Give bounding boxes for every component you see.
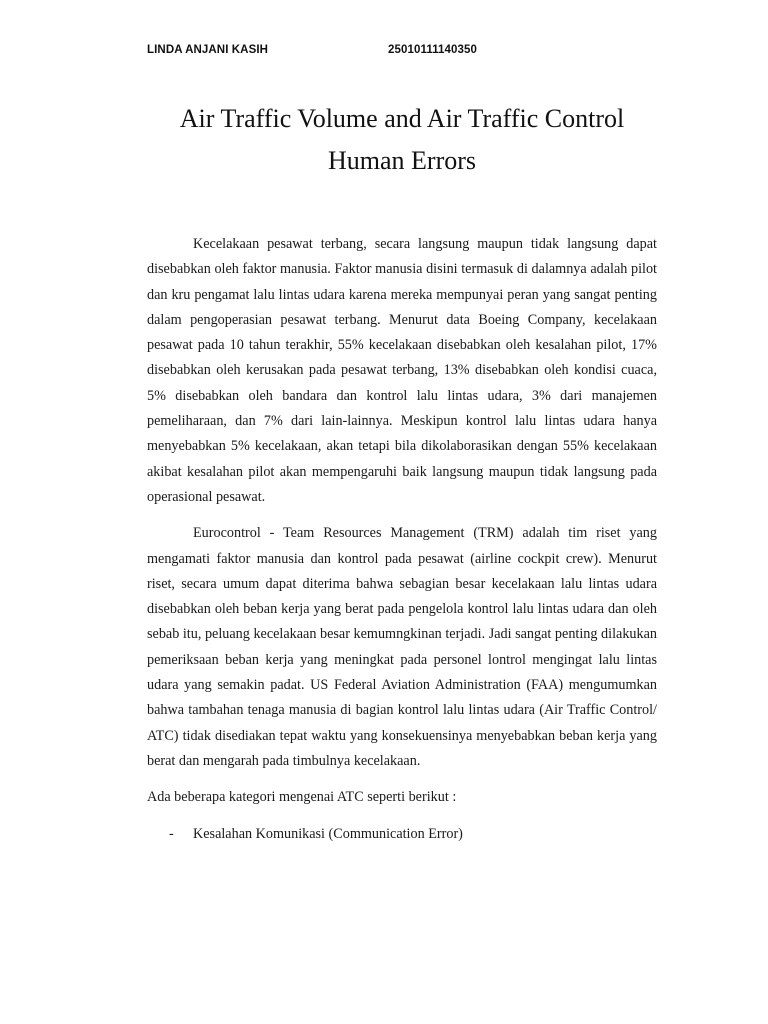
document-title — [100, 98, 704, 182]
list-bullet: - — [169, 825, 174, 842]
document-body — [147, 232, 657, 847]
intro-line: Ada beberapa kategori mengenai ATC seperti berikut : — [147, 789, 457, 806]
paragraph-1: Kecelakaan pesawat terbang, secara langsung maupun tidak langsung dapat disebabkan oleh faktor manusia. Faktor manusia disini termasuk di dalamnya adalah pilot dan kru pengamat lalu lintas udara karena mereka mempunyai peran yang sangat penting dalam pengoperasian pesawat terbang. Menurut data Boeing Company, kecelakaan pesawat pada 10 tahun terakhir, 55% kecelakaan disebabkan oleh kesalahan pilot, 17% disebabkan oleh kerusakan pada pesawat terbang, 13% disebabkan oleh kondisi cuaca, 5% disebabkan oleh bandara dan kontrol lalu lintas udara, 3% dari manajemen pemeliharaan, dan 7% dari lain-lainnya. Meskipun kontrol lalu lintas udara hanya menyebabkan 5% kecelakaan, akan tetapi bila dikolaborasikan dengan 55% kecelakaan akibat kesalahan pilot akan mempengaruhi baik langsung maupun tidak langsung pada operasional pesawat. — [147, 236, 657, 505]
paragraph-2: Eurocontrol - Team Resources Management (TRM) adalah tim riset yang mengamati faktor manusia dan kontrol pada pesawat (airline cockpit crew). Menurut riset, secara umum dapat diterima bahwa sebagian besar kecelakaan lalu lintas udara disebabkan oleh beban kerja yang berat pada pengelola kontrol lalu lintas udara dan oleh sebab itu, peluang kecelakaan besar kemumngkinan terjadi. Jadi sangat penting dilakukan pemeriksaan beban kerja yang meningkat pada personel lontrol mengingat lalu lintas udara yang semakin padat. US Federal Aviation Administration (FAA) mengumumkan bahwa tambahan tenaga manusia di bagian kontrol lalu lintas udara (Air Traffic Control/ ATC) tidak disediakan tepat waktu yang konsekuensinya menyebabkan beban kerja yang berat dan mengarah pada timbulnya kecelakaan. — [147, 525, 657, 769]
title-line-2: Human Errors — [327, 146, 476, 175]
list-item-text: Kesalahan Komunikasi (Communication Error) — [193, 825, 463, 842]
header-student-id: 25010111140350 — [388, 44, 478, 56]
header-author-name: LINDA ANJANI KASIH — [147, 44, 269, 56]
list-item — [147, 822, 657, 847]
title-line-1: Air Traffic Volume and Air Traffic Control — [179, 104, 625, 133]
